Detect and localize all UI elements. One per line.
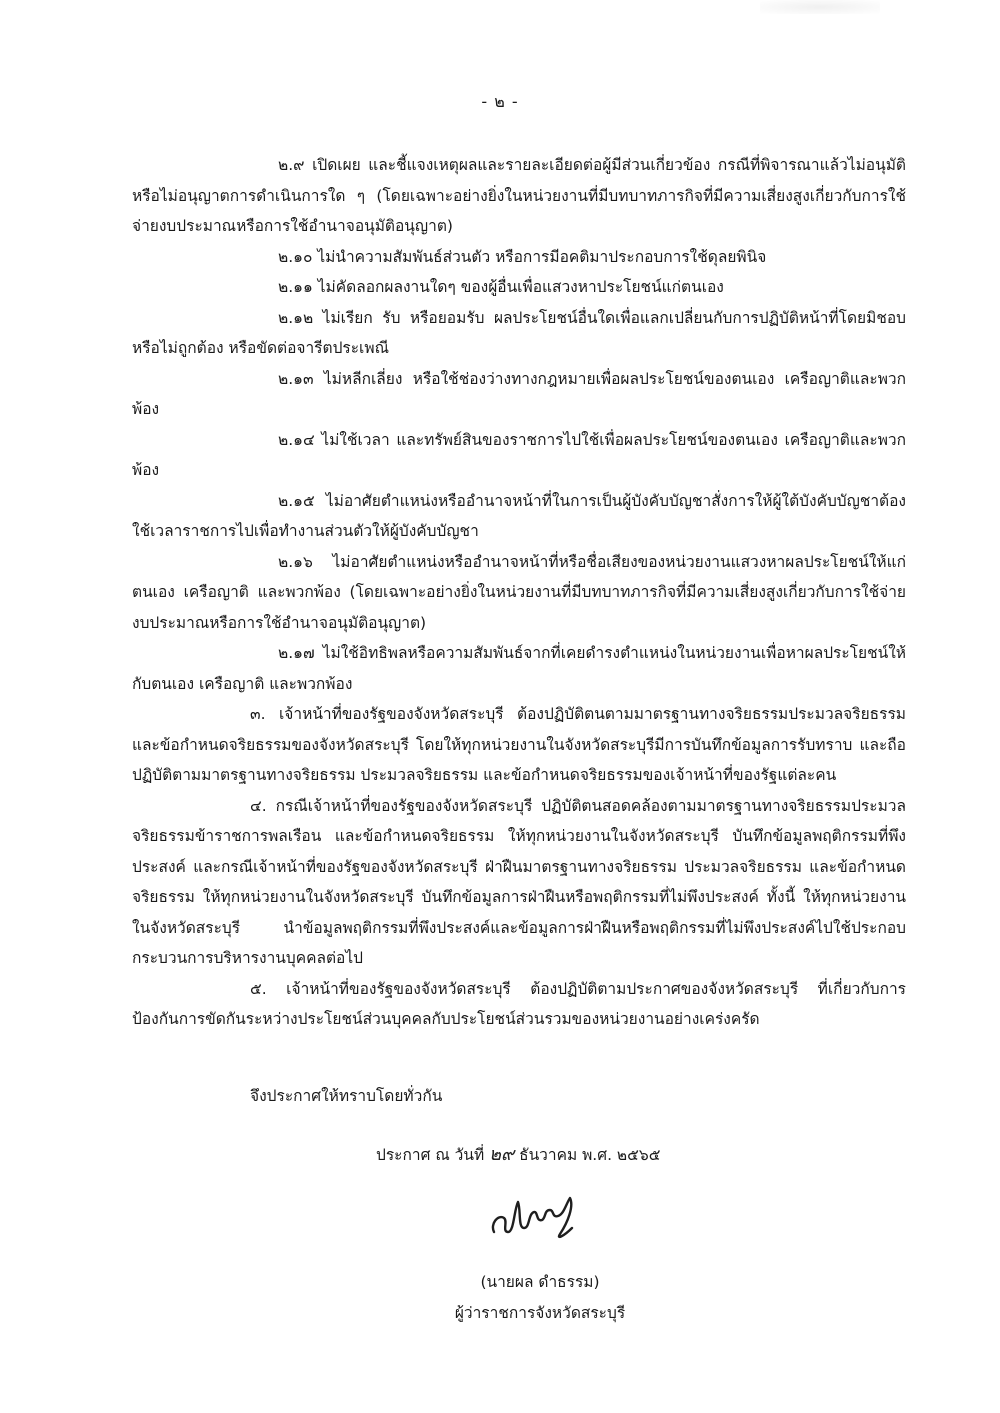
clause-2-14: ๒.๑๔ ไม่ใช้เวลา และทรัพย์สินของราชการไปใช้เพื่อผลประโยชน์ของตนเอง เครือญาติและพวกพ้อง — [132, 430, 906, 479]
clause-2-13: ๒.๑๓ ไม่หลีกเลี่ยง หรือใช้ช่องว่างทางกฎหมายเพื่อผลประโยชน์ของตนเอง เครือญาติและพวกพ้อง — [132, 369, 906, 418]
signature-icon — [488, 1188, 588, 1246]
scan-shadow — [760, 0, 880, 14]
clause-2-10: ๒.๑๐ ไม่นำความสัมพันธ์ส่วนตัว หรือการมีอคติมาประกอบการใช้ดุลยพินิจ — [278, 247, 767, 266]
document-body — [132, 150, 906, 1035]
clause-5: ๕. เจ้าหน้าที่ของรัฐของจังหวัดสระบุรี ต้องปฏิบัติตามประกาศของจังหวัดสระบุรี ที่เกี่ยวกับการป้องกันการขัดกันระหว่างประโยชน์ส่วนบุคคลกับประโยชน์ส่วนรวมของหน่วยงานอย่างเคร่งครัด — [132, 979, 906, 1028]
clause-4: ๔. กรณีเจ้าหน้าที่ของรัฐของจังหวัดสระบุรี ปฏิบัติตนสอดคล้องตามมาตรฐานทางจริยธรรมประมวลจริยธรรมข้าราชการพลเรือน และข้อกำหนดจริยธรรม ให้ทุกหน่วยงานในจังหวัดสระบุรี บันทึกข้อมูลพฤติกรรมที่พึงประสงค์ และกรณีเจ้าหน้าที่ของรัฐของจังหวัดสระบุรี ฝ่าฝืนมาตรฐานทางจริยธรรม ประมวลจริยธรรม และข้อกำหนดจริยธรรม ให้ทุกหน่วยงานในจังหวัดสระบุรี บันทึกข้อมูลการฝ่าฝืนหรือพฤติกรรมที่ไม่พึงประสงค์ ทั้งนี้ ให้ทุกหน่วยงานในจังหวัดสระบุรี นำข้อมูลพฤติกรรมที่พึงประสงค์และข้อมูลการฝ่าฝืนหรือพฤติกรรมที่ไม่พึงประสงค์ไปใช้ประกอบกระบวนการบริหารงานบุคคลต่อไป — [132, 796, 906, 967]
clause-2-16: ๒.๑๖ ไม่อาศัยตำแหน่งหรืออำนาจหน้าที่หรือชื่อเสียงของหน่วยงานแสวงหาผลประโยชน์ให้แก่ตนเอง เครือญาติ และพวกพ้อง (โดยเฉพาะอย่างยิ่งในหน่วยงานที่มีบทบาทภารกิจที่มีความเสี่ยงสูงเกี่ยวกับการใช้จ่ายงบประมาณหรือการใช้อำนาจอนุมัติอนุญาต) — [132, 552, 906, 632]
signer-name: (นายผล ดำธรรม) — [480, 1273, 600, 1291]
clause-2-15: ๒.๑๕ ไม่อาศัยตำแหน่งหรืออำนาจหน้าที่ในการเป็นผู้บังคับบัญชาสั่งการให้ผู้ใต้บังคับบัญชาต้องใช้เวลาราชการไปเพื่อทำงานส่วนตัวให้ผู้บังคับบัญชา — [132, 491, 906, 540]
clause-2-17: ๒.๑๗ ไม่ใช้อิทธิพลหรือความสัมพันธ์จากที่เคยดำรงตำแหน่งในหน่วยงานเพื่อหาผลประโยชน์ให้กับตนเอง เครือญาติ และพวกพ้อง — [132, 644, 906, 693]
date-day-handwritten: ๒๙ — [489, 1144, 515, 1165]
announcement-date — [376, 1139, 660, 1168]
date-suffix: ธันวาคม พ.ศ. ๒๕๖๕ — [519, 1146, 661, 1164]
signer-title: ผู้ว่าราชการจังหวัดสระบุรี — [454, 1304, 626, 1322]
clause-2-11: ๒.๑๑ ไม่คัดลอกผลงานใดๆ ของผู้อื่นเพื่อแสวงหาประโยชน์แก่ตนเอง — [278, 278, 724, 296]
clause-3: ๓. เจ้าหน้าที่ของรัฐของจังหวัดสระบุรี ต้องปฏิบัติตนตามมาตรฐานทางจริยธรรมประมวลจริยธรรม และข้อกำหนดจริยธรรมของจังหวัดสระบุรี โดยให้ทุกหน่วยงานในจังหวัดสระบุรีมีการบันทึกข้อมูลการรับทราบ และถือปฏิบัติตามมาตรฐานทางจริยธรรม ประมวลจริยธรรม และข้อกำหนดจริยธรรมของเจ้าหน้าที่ของรัฐแต่ละคน — [132, 705, 906, 784]
clause-2-9: ๒.๙ เปิดเผย และชี้แจงเหตุผลและรายละเอียดต่อผู้มีส่วนเกี่ยวข้อง กรณีที่พิจารณาแล้วไม่อนุมัติ หรือไม่อนุญาตการดำเนินการใด ๆ (โดยเฉพาะอย่างยิ่งในหน่วยงานที่มีบทบาทภารกิจที่มีความเสี่ยงสูงเกี่ยวกับการใช้จ่ายงบประมาณหรือการใช้อำนาจอนุมัติอนุญาต) — [132, 156, 906, 235]
page-number: - ๒ - — [481, 92, 519, 111]
date-prefix: ประกาศ ณ วันที่ — [376, 1146, 485, 1164]
closing-announcement: จึงประกาศให้ทราบโดยทั่วกัน — [250, 1087, 443, 1105]
clause-2-12: ๒.๑๒ ไม่เรียก รับ หรือยอมรับ ผลประโยชน์อื่นใดเพื่อแลกเปลี่ยนกับการปฏิบัติหน้าที่โดยมิชอบหรือไม่ถูกต้อง หรือขัดต่อจารีตประเพณี — [132, 308, 906, 357]
